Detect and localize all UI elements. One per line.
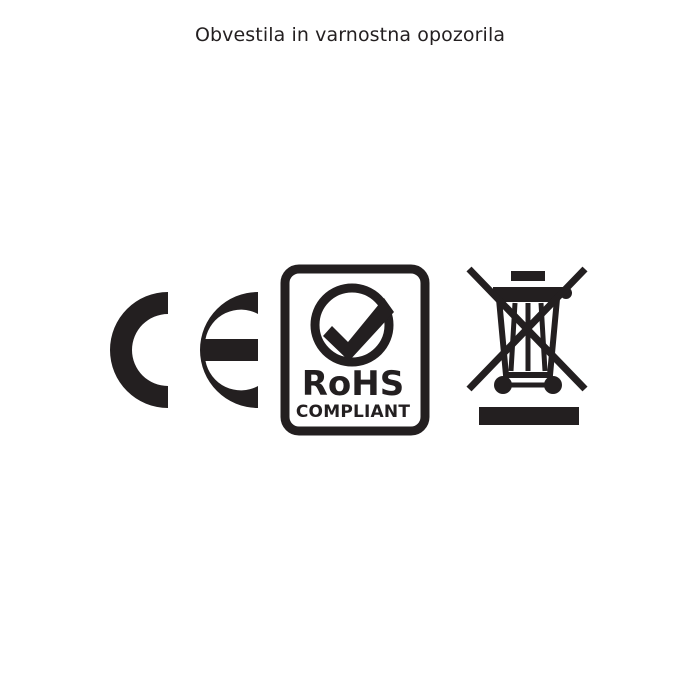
compliance-symbols-row bbox=[0, 255, 700, 445]
ce-marking-icon bbox=[90, 280, 260, 420]
page-title: Obvestila in varnostna opozorila bbox=[194, 24, 506, 46]
rohs-compliant-symbol bbox=[268, 255, 443, 445]
weee-bin-symbol bbox=[443, 255, 618, 445]
crossed-out-wheeled-bin-icon bbox=[465, 263, 595, 438]
ce-marking-symbol bbox=[83, 255, 268, 445]
rohs-text-line2: COMPLIANT bbox=[295, 402, 411, 422]
rohs-text-line1: RoHS bbox=[301, 364, 405, 404]
rohs-compliant-icon bbox=[280, 264, 430, 436]
